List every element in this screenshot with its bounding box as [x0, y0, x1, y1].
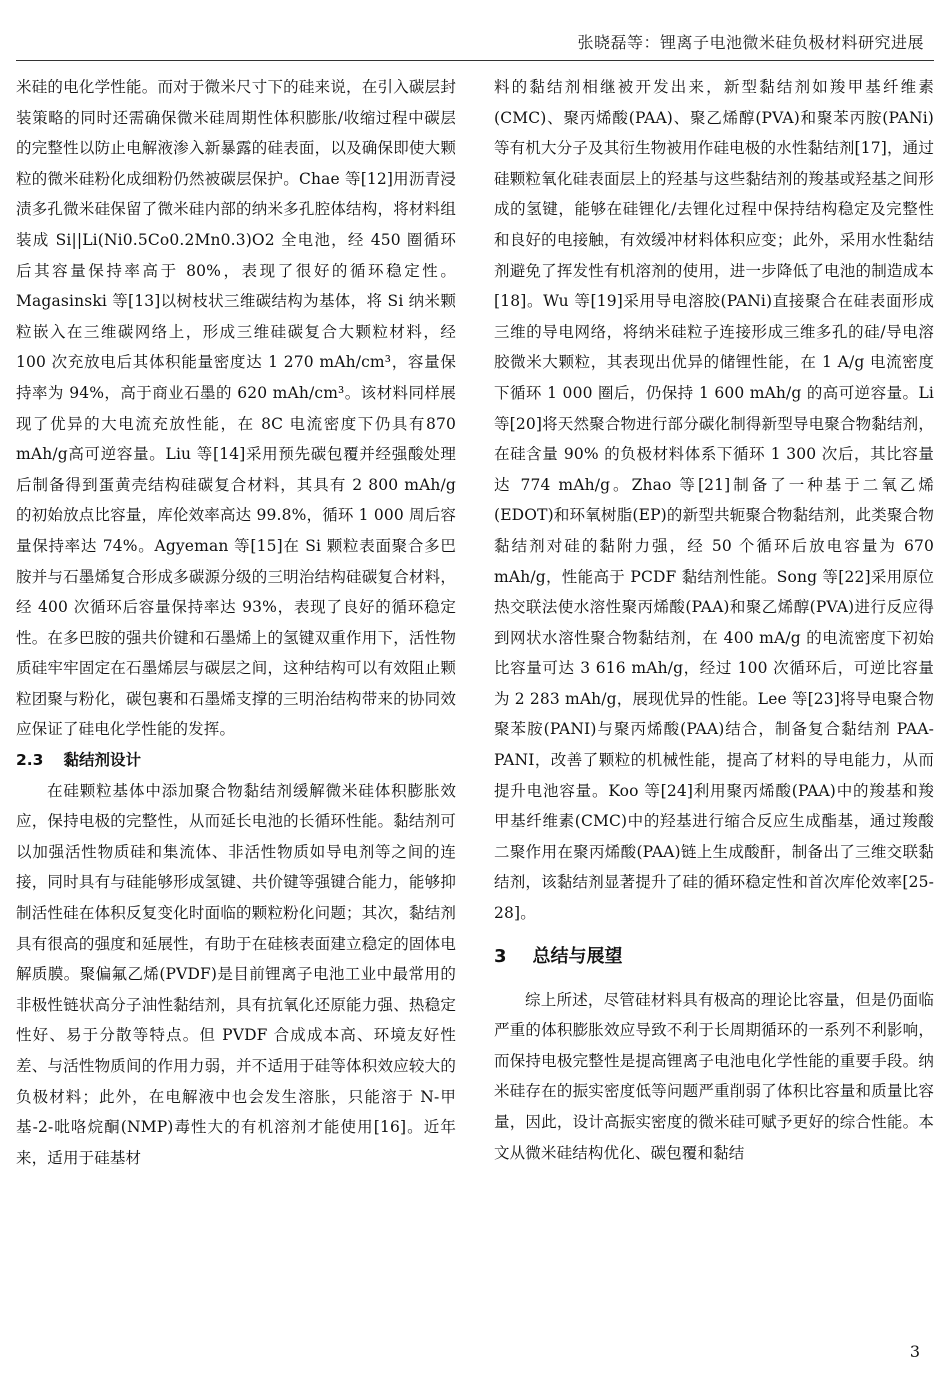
- right-paragraph-2: 综上所述，尽管硅材料具有极高的理论比容量，但是仍面临严重的体积膨胀效应导致不利于长周期循环的一系列不利影响，而保持电极完整性是提高锂离子电池电化学性能的重要手段。纳米硅存在的振实密度低等问题严重削弱了体积比容量和质量比容量，因此，设计高振实密度的微米硅可赋予更好的综合性能。本文从微米硅结构优化、碳包覆和黏结: [494, 990, 934, 1162]
- page-number: 3: [909, 1342, 920, 1361]
- right-column: [494, 72, 934, 1168]
- section-3-heading: [494, 945, 934, 969]
- section-2-3-number: 2.3: [16, 751, 44, 770]
- section-3-title: 总结与展望: [532, 945, 623, 967]
- left-column: [16, 72, 456, 1173]
- section-3-number: 3: [494, 945, 507, 967]
- right-paragraph-1: 料的黏结剂相继被开发出来，新型黏结剂如羧甲基纤维素(CMC)、聚丙烯酸(PAA)、聚乙烯醇(PVA)和聚苯丙胺(PANi)等有机大分子及其衍生物被用作硅电极的水性黏结剂[17]，通过硅颗粒氧化硅表面层上的羟基与这些黏结剂的羧基或羟基之间形成的氢键，能够在硅锂化/去锂化过程中保持结构稳定及完整性和良好的电接触，有效缓冲材料体积应变；此外，采用水性黏结剂避免了挥发性有机溶剂的使用，进一步降低了电池的制造成本[18]。Wu 等[19]采用导电溶胶(PANi)直接聚合在硅表面形成三维的导电网络，将纳米硅粒子连接形成三维多孔的硅/导电溶胶微米大颗粒，其表现出优异的储锂性能，在 1 A/g 电流密度下循环 1 000 圈后，仍保持 1 600 mAh/g 的高可逆容量。Li 等[20]将天然聚合物进行部分碳化制得新型导电聚合物黏结剂，在硅含量 90% 的负极材料体系下循环 1 300 次后，其比容量达 774 mAh/g。Zhao 等[21]制备了一种基于二氧乙烯(EDOT)和环氧树脂(EP)的新型共轭聚合物黏结剂，此类聚合物黏结剂对硅的黏附力强，经 50 个循环后放电容量为 670 mAh/g，性能高于 PCDF 黏结剂性能。Song 等[22]采用原位热交联法使水溶性聚丙烯酸(PAA)和聚乙烯醇(PVA)进行反应得到网状水溶性聚合物黏结剂，在 400 mA/g 的电流密度下初始比容量可达 3 616 mAh/g，经过 100 次循环后，可逆比容量为 2 283 mAh/g，展现优异的性能。Lee 等[23]将导电聚合物聚苯胺(PANI)与聚丙烯酸(PAA)结合，制备复合黏结剂 PAA-PANI，改善了颗粒的机械性能，提高了材料的导电能力，从而提升电池容量。Koo 等[24]利用聚丙烯酸(PAA)中的羧基和羧甲基纤维素(CMC)中的羟基进行缩合反应生成酯基，通过羧酸二聚作用在聚丙烯酸(PAA)链上生成酸酐，制备出了三维交联黏结剂，该黏结剂显著提升了硅的循环稳定性和首次库伦效率[25-28]。: [494, 78, 934, 923]
- left-paragraph-2: 在硅颗粒基体中添加聚合物黏结剂缓解微米硅体积膨胀效应，保持电极的完整性，从而延长电池的长循环性能。黏结剂可以加强活性物质硅和集流体、非活性物质如导电剂等之间的连接，同时具有与硅能够形成氢键、共价键等强键合能力，能够抑制活性硅在体积反复变化时面临的颗粒粉化问题；其次，黏结剂具有很高的强度和延展性，有助于在硅核表面建立稳定的固体电解质膜。聚偏氟乙烯(PVDF)是目前锂离子电池工业中最常用的非极性链状高分子油性黏结剂，具有抗氧化还原能力强、热稳定性好、易于分散等特点。但 PVDF 合成成本高、环境友好性差、与活性物质间的作用力弱，并不适用于硅等体积效应较大的负极材料；此外，在电解液中也会发生溶胀，只能溶于 N-甲基-2-吡咯烷酮(NMP)毒性大的有机溶剂才能使用[16]。近年来，适用于硅基材: [16, 781, 456, 1167]
- header-rule: [16, 60, 934, 61]
- section-2-3-title: 黏结剂设计: [63, 751, 141, 770]
- section-2-3-heading: [16, 745, 456, 776]
- left-paragraph-1: 米硅的电化学性能。而对于微米尺寸下的硅来说，在引入碳层封装策略的同时还需确保微米硅周期性体积膨胀/收缩过程中碳层的完整性以防止电解液渗入新暴露的硅表面，以及确保即使大颗粒的微米硅粉化成细粉仍然被碳层保护。Chae 等[12]用沥青浸渍多孔微米硅保留了微米硅内部的纳米多孔腔体结构，将材料组装成 Si||Li(Ni0.5Co0.2Mn0.3)O2 全电池，经 450 圈循环后其容量保持率高于 80%，表现了很好的循环稳定性。Magasinski 等[13]以树枝状三维碳结构为基体，将 Si 纳米颗粒嵌入在三维碳网络上，形成三维硅碳复合大颗粒材料，经 100 次充放电后其体积能量密度达 1 270 mAh/cm³，容量保持率为 94%，高于商业石墨的 620 mAh/cm³。该材料同样展现了优异的大电流充放性能，在 8C 电流密度下仍具有870 mAh/g高可逆容量。Liu 等[14]采用预先碳包覆并经强酸处理后制备得到蛋黄壳结构硅碳复合材料，其具有 2 800 mAh/g 的初始放点比容量，库伦效率高达 99.8%，循环 1 000 周后容量保持率达 74%。Agyeman 等[15]在 Si 颗粒表面聚合多巴胺并与石墨烯复合形成多碳源分级的三明治结构硅碳复合材料，经 400 次循环后容量保持率达 93%，表现了良好的循环稳定性。在多巴胺的强共价键和石墨烯上的氢键双重作用下，活性物质硅牢牢固定在石墨烯层与碳层之间，这种结构可以有效阻止颗粒团聚与粉化，碳包裹和石墨烯支撑的三明治结构带来的协同效应保证了硅电化学性能的发挥。: [16, 78, 456, 739]
- running-header: 张晓磊等：锂离子电池微米硅负极材料研究进展: [577, 33, 924, 52]
